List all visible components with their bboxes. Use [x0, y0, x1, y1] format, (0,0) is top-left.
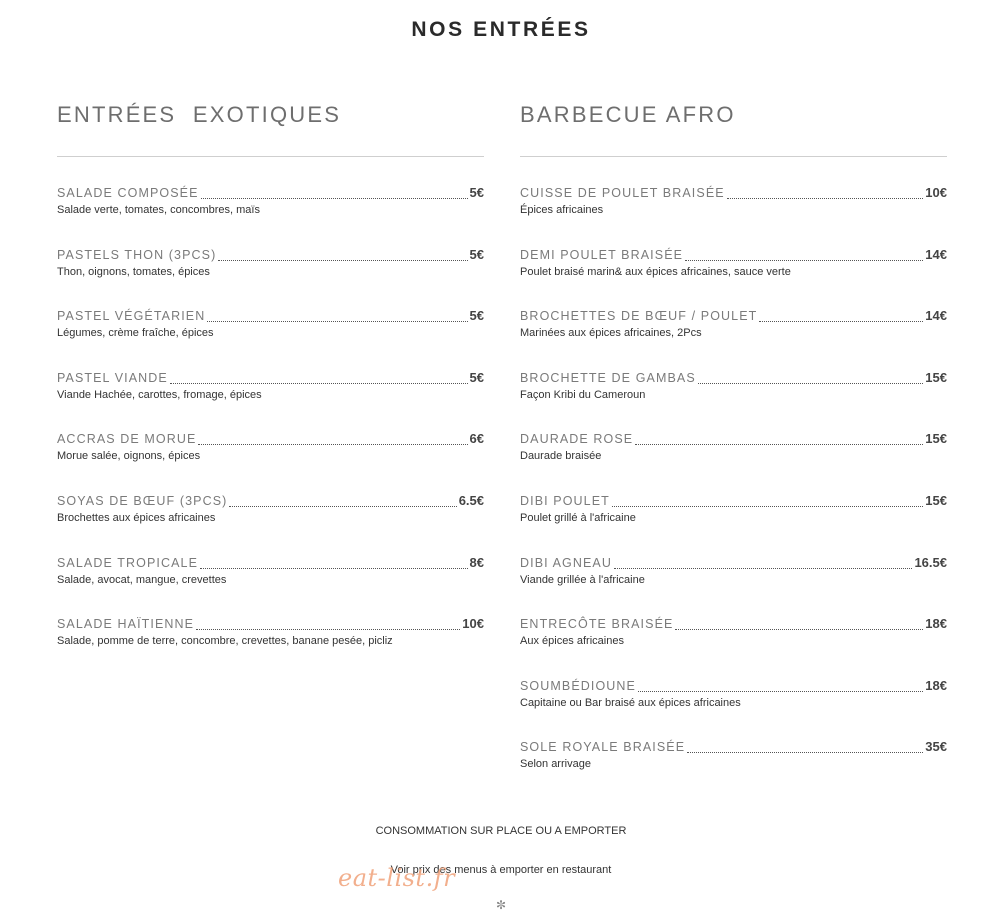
- menu-item-description: Selon arrivage: [520, 758, 591, 771]
- dot-leader: [675, 628, 923, 630]
- section-divider: [520, 156, 947, 157]
- column-barbecue-afro: [520, 100, 947, 800]
- menu-item-line: [520, 677, 947, 695]
- menu-item-price: 18€: [925, 616, 947, 632]
- menu-item-price: 14€: [925, 246, 947, 262]
- menu-item-description: Poulet braisé marin& aux épices africaines, sauce verte: [520, 265, 791, 278]
- menu-item-name: SALADE TROPICALE: [57, 555, 199, 570]
- menu-item-description: Marinées aux épices africaines, 2Pcs: [520, 327, 702, 340]
- menu-item-price: 5€: [469, 369, 484, 385]
- menu-item: [520, 430, 947, 492]
- menu-item-description: Salade, avocat, mangue, crevettes: [57, 573, 227, 586]
- menu-item-name: DIBI POULET: [520, 493, 610, 508]
- menu-item-price: 14€: [925, 308, 947, 324]
- dot-leader: [727, 197, 924, 199]
- menu-item: [520, 492, 947, 554]
- menu-item: [520, 615, 947, 677]
- section-heading-entrees-exotiques: ENTRÉES EXOTIQUES: [57, 102, 342, 127]
- dot-leader: [685, 259, 923, 261]
- menu-item-description: Thon, oignons, tomates, épices: [57, 265, 210, 278]
- menu-item-name: PASTEL VÉGÉTARIEN: [57, 309, 206, 324]
- menu-item-price: 6€: [469, 431, 484, 447]
- menu-item-line: [520, 615, 947, 633]
- menu-item-name: PASTELS THON (3PCS): [57, 247, 217, 262]
- section-divider: [57, 156, 484, 157]
- menu-item-name: SOYAS DE BŒUF (3PCS): [57, 493, 228, 508]
- menu-item-description: Légumes, crème fraîche, épices: [57, 327, 214, 340]
- menu-item-line: [520, 492, 947, 510]
- dot-leader: [612, 505, 923, 507]
- menu-item: [57, 369, 484, 431]
- menu-item-line: [520, 554, 947, 572]
- dot-leader: [759, 320, 923, 322]
- menu-item: [57, 430, 484, 492]
- menu-item-line: [57, 369, 484, 387]
- menu-item-description: Épices africaines: [520, 204, 604, 216]
- menu-item: [57, 492, 484, 554]
- menu-item: [520, 554, 947, 616]
- menu-item-price: 16.5€: [914, 554, 947, 570]
- menu-item: [520, 677, 947, 739]
- menu-item-line: [57, 307, 484, 325]
- dot-leader: [200, 567, 468, 569]
- menu-item-line: [57, 615, 484, 633]
- watermark: eat-list.fr: [338, 864, 456, 892]
- dot-leader: [635, 443, 923, 445]
- menu-item-price: 15€: [925, 492, 947, 508]
- menu-item-name: DEMI POULET BRAISÉE: [520, 247, 684, 262]
- dot-leader: [218, 259, 467, 261]
- section-heading-barbecue-afro: BARBECUE AFRO: [520, 102, 736, 127]
- dot-leader: [638, 690, 923, 692]
- menu-item: [57, 554, 484, 616]
- menu-item-name: PASTEL VIANDE: [57, 370, 168, 385]
- menu-item-line: [57, 430, 484, 448]
- menu-item-description: Daurade braisée: [520, 450, 602, 463]
- page-title: NOS ENTRÉES: [411, 18, 591, 41]
- menu-item-line: [520, 184, 947, 202]
- dot-leader: [207, 320, 467, 322]
- menu-item-description: Façon Kribi du Cameroun: [520, 388, 646, 401]
- menu-item-price: 5€: [469, 308, 484, 324]
- ornament-icon: ✼: [495, 898, 507, 912]
- menu-item-name: CUISSE DE POULET BRAISÉE: [520, 186, 725, 200]
- dot-leader: [229, 505, 456, 507]
- menu-item-line: [520, 369, 947, 387]
- menu-item-name: BROCHETTES DE BŒUF / POULET: [520, 309, 758, 324]
- menu-item-description: Poulet grillé à l'africaine: [520, 511, 636, 524]
- menu-item-name: SOLE ROYALE BRAISÉE: [520, 740, 686, 755]
- menu-item-name: DIBI AGNEAU: [520, 555, 612, 570]
- menu-item: [57, 246, 484, 308]
- menu-item-line: [520, 307, 947, 325]
- menu-item-price: 6.5€: [458, 492, 484, 508]
- menu-item-price: 15€: [925, 431, 947, 447]
- dot-leader: [196, 628, 460, 630]
- menu-item-name: ENTRECÔTE BRAISÉE: [520, 617, 674, 632]
- menu-item-name: SOUMBÉDIOUNE: [520, 678, 636, 693]
- menu-item: [57, 307, 484, 369]
- menu-item-line: [57, 184, 484, 202]
- column-entrees-exotiques: [57, 100, 484, 677]
- menu-list-barbecue-afro: [520, 184, 947, 800]
- dot-leader: [170, 382, 468, 384]
- menu-item-line: [57, 554, 484, 572]
- menu-item: [520, 307, 947, 369]
- menu-item: [57, 184, 484, 246]
- dot-leader: [198, 443, 467, 445]
- dot-leader: [201, 197, 468, 199]
- menu-item-name: DAURADE ROSE: [520, 432, 634, 447]
- menu-item-price: 10€: [462, 616, 484, 632]
- service-note: CONSOMMATION SUR PLACE OU A EMPORTER: [375, 825, 627, 837]
- menu-item: [520, 246, 947, 308]
- menu-item-name: SALADE COMPOSÉE: [57, 186, 199, 200]
- menu-item: [520, 738, 947, 800]
- menu-item-description: Viande Hachée, carottes, fromage, épices: [57, 388, 262, 401]
- menu-item-name: SALADE HAÏTIENNE: [57, 617, 195, 632]
- menu-item-price: 5€: [469, 185, 484, 200]
- menu-item-line: [520, 246, 947, 264]
- menu-item: [57, 615, 484, 677]
- menu-item-price: 8€: [469, 554, 484, 570]
- menu-item-description: Aux épices africaines: [520, 635, 624, 648]
- menu-item-description: Capitaine ou Bar braisé aux épices africaines: [520, 696, 741, 709]
- menu-item-description: Morue salée, oignons, épices: [57, 450, 201, 463]
- menu-item-line: [520, 738, 947, 756]
- dot-leader: [614, 567, 912, 569]
- dot-leader: [698, 382, 924, 384]
- menu-item-description: Salade verte, tomates, concombres, maïs: [57, 204, 260, 216]
- menu-item: [520, 369, 947, 431]
- menu-item-description: Brochettes aux épices africaines: [57, 511, 216, 524]
- takeaway-note: Voir prix des menus à emporter en restaurant: [390, 864, 612, 876]
- menu-item-description: Viande grillée à l'africaine: [520, 573, 645, 586]
- menu-item-price: 18€: [925, 677, 947, 693]
- dot-leader: [687, 751, 923, 753]
- menu-item-description: Salade, pomme de terre, concombre, crevettes, banane pesée, picliz: [57, 635, 393, 648]
- menu-item-line: [57, 246, 484, 264]
- menu-item-price: 35€: [925, 739, 947, 755]
- menu-item-line: [520, 430, 947, 448]
- menu-item-line: [57, 492, 484, 510]
- menu-item-price: 5€: [469, 246, 484, 262]
- menu-item-name: ACCRAS DE MORUE: [57, 432, 197, 447]
- menu-item-name: BROCHETTE DE GAMBAS: [520, 370, 696, 385]
- menu-item-price: 10€: [925, 185, 947, 200]
- menu-item-price: 15€: [925, 369, 947, 385]
- menu-item: [520, 184, 947, 246]
- menu-list-entrees-exotiques: [57, 184, 484, 677]
